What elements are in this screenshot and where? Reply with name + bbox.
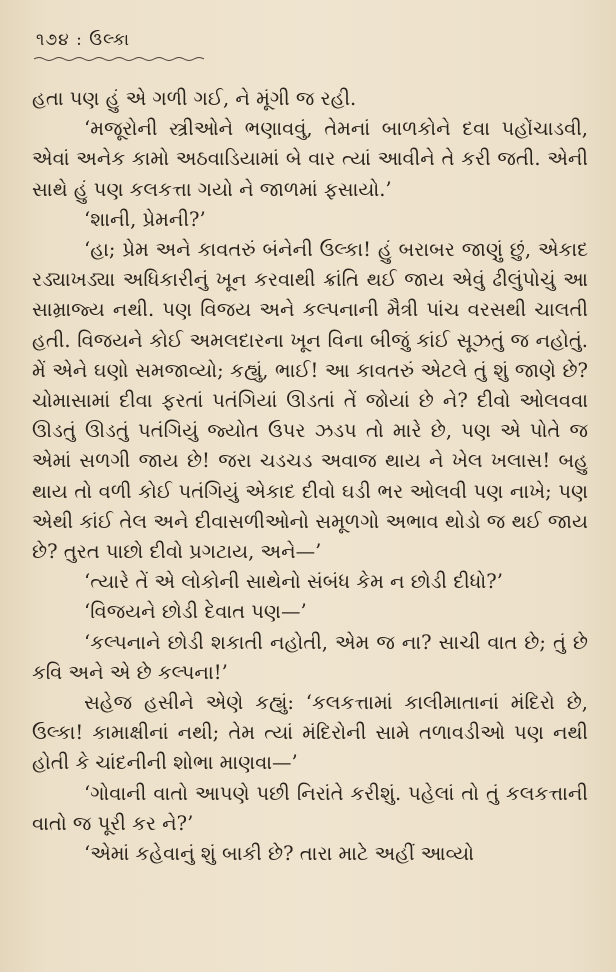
paragraph: ‘ગોવાની વાતો આપણે પછી નિરાંતે કરીશું. પહેલાં તો તું કલકત્તાની વાતો જ પૂરી કર ને?’: [32, 781, 588, 835]
paragraph: ‘એમાં કહેવાનું શું બાકી છે? તારા માટે અહીં આવ્યો: [84, 842, 474, 866]
header-wavy-rule: [34, 56, 204, 62]
paragraph: ‘ત્યારે તેં એ લોકોની સાથેનો સંબંધ કેમ ન છોડી દીધો?’: [84, 570, 503, 594]
paragraph: ‘કલ્પનાને છોડી શકાતી નહોતી, એમ જ ના? સાચી વાત છે; તું છે કવિ અને એ છે કલ્પના!’: [32, 630, 588, 684]
body-text: [32, 84, 588, 869]
paragraph: ‘હા; પ્રેમ અને કાવતરું બંનેની ઉલ્કા! હું બરાબર જાણું છું, એકાદ રડ્યાખડ્યા અધિકારીનું ખૂન કરવાથી ક્રાંતિ થઈ જાય એવું ઢીલુંપોચું આ સામ્રાજ્ય નથી. પણ વિજય અને કલ્પનાની મૈત્રી પાંચ વરસથી ચાલતી હતી. વિજયને કોઈ અમલદારના ખૂન વિના બીજું કાંઈ સૂઝતું જ નહોતું. મેં એને ઘણો સમજાવ્યો; કહ્યું, ભાઈ! આ કાવતરું એટલે તું શું જાણે છે? ચોમાસામાં દીવા ફરતાં પતંગિયાં ઊડતાં તેં જોયાં છે ને? દીવો ઓલવવા ઊડતું ઊડતું પતંગિયું જ્યોત ઉપર ઝડપ તો મારે છે, પણ એ પોતે જ એમાં સળગી જાય છે! જરા ચડચડ અવાજ થાય ને ખેલ ખલાસ! બહુ થાય તો વળી કોઈ પતંગિયું એકાદ દીવો ઘડી ભર ઓલવી પણ નાખે; પણ એથી કાંઈ તેલ અને દીવાસળીઓનો સમૂળગો અભાવ થોડો જ થઈ જાય છે? તુરત પાછો દીવો પ્રગટાય, અને—’: [32, 238, 588, 564]
paragraph: હતા પણ હું એ ગળી ગઈ, ને મૂંગી જ રહી.: [32, 87, 357, 110]
paragraph: ‘વિજયને છોડી દેવાત પણ—’: [84, 600, 307, 624]
paragraph: ‘મજૂરોની સ્ત્રીઓને ભણાવવું, તેમનાં બાળકોને દવા પહોંચાડવી, એવાં અનેક કામો અઠવાડિયામાં બે વાર ત્યાં આવીને તે કરી જતી. એની સાથે હું પણ કલકત્તા ગયો ને જાળમાં ફસાયો.’: [32, 117, 588, 201]
paragraph: સહેજ હસીને એણે કહ્યું: ‘કલકત્તામાં કાલીમાતાનાં મંદિરો છે, ઉલ્કા! કામાક્ષીનાં નથી; તેમ ત્યાં મંદિરોની સામે તળાવડીઓ પણ નથી હોતી કે ચાંદનીની શોભા માણવા—’: [32, 691, 588, 775]
paragraph: ‘શાની, પ્રેમની?’: [84, 207, 206, 231]
running-head: ૧૭૪ : ઉલ્કા: [36, 30, 131, 50]
